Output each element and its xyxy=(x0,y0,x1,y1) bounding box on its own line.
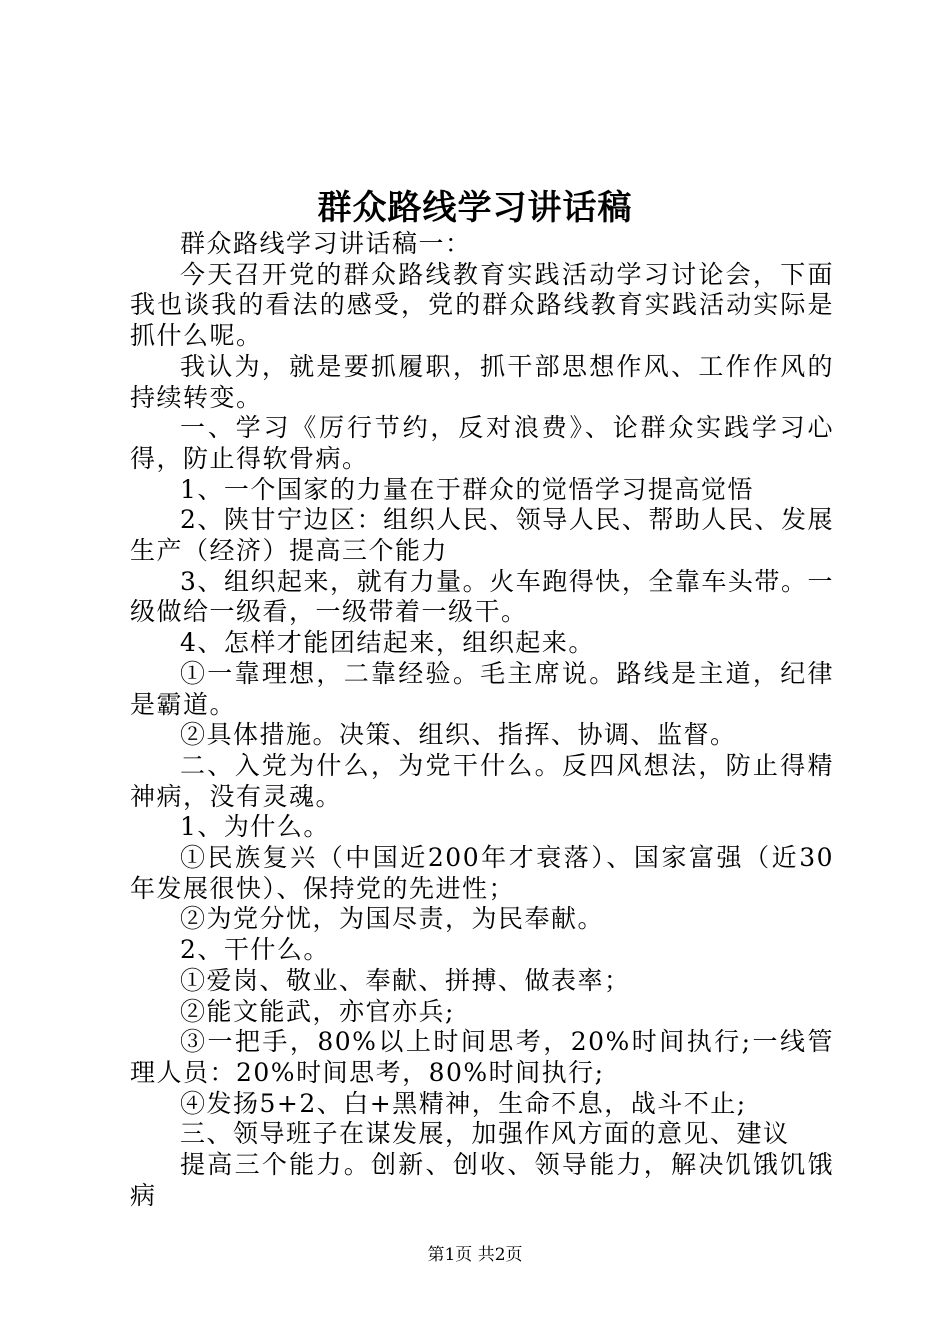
paragraph: 提高三个能力。创新、创收、领导能力，解决饥饿饥饿病 xyxy=(130,1150,834,1210)
paragraph: ②能文能武，亦官亦兵; xyxy=(180,996,455,1026)
document-title: 群众路线学习讲话稿 xyxy=(317,188,633,228)
paragraph: 今天召开党的群众路线教育实践活动学习讨论会，下面我也谈我的看法的感受，党的群众路线教育实践活动实际是抓什么呢。 xyxy=(130,259,834,351)
paragraph: ③一把手，80%以上时间思考，20%时间执行;一线管理人员：20%时间思考，80%时间执行; xyxy=(130,1027,834,1087)
paragraph: 三、领导班子在谋发展，加强作风方面的意见、建议 xyxy=(180,1119,790,1149)
paragraph: 2、陕甘宁边区：组织人民、领导人民、帮助人民、发展生产（经济）提高三个能力 xyxy=(130,505,834,566)
paragraph: 1、为什么。 xyxy=(180,812,330,842)
paragraph: 2、干什么。 xyxy=(180,935,330,965)
paragraph: 4、怎样才能团结起来，组织起来。 xyxy=(180,628,595,658)
paragraph: ①爱岗、敬业、奉献、拼搏、做表率； xyxy=(180,965,631,995)
paragraph: 3、组织起来，就有力量。火车跑得快，全靠车头带。一级做给一级看，一级带着一级干。 xyxy=(130,566,834,627)
paragraph: ④发扬5+2、白+黑精神，生命不息，战斗不止; xyxy=(180,1088,747,1118)
paragraph: 二、入党为什么，为党干什么。反四风想法，防止得精神病，没有灵魂。 xyxy=(130,750,834,811)
paragraph: ①一靠理想，二靠经验。毛主席说。路线是主道，纪律是霸道。 xyxy=(130,658,834,719)
paragraph: 一、学习《厉行节约，反对浪费》、论群众实践学习心得，防止得软骨病。 xyxy=(130,413,834,473)
paragraph: ①民族复兴（中国近200年才衰落）、国家富强（近30年发展很快）、保持党的先进性； xyxy=(130,843,834,903)
paragraph: ②为党分忧，为国尽责，为民奉献。 xyxy=(180,904,605,934)
page-number-footer: 第1页 共2页 xyxy=(427,1245,523,1265)
paragraph: 我认为，就是要抓履职，抓干部思想作风、工作作风的持续转变。 xyxy=(130,351,834,412)
paragraph: 1、一个国家的力量在于群众的觉悟学习提高觉悟 xyxy=(180,474,754,504)
document-body xyxy=(130,229,834,1212)
paragraph: 群众路线学习讲话稿一： xyxy=(180,229,472,258)
paragraph: ②具体措施。决策、组织、指挥、协调、监督。 xyxy=(180,720,737,750)
